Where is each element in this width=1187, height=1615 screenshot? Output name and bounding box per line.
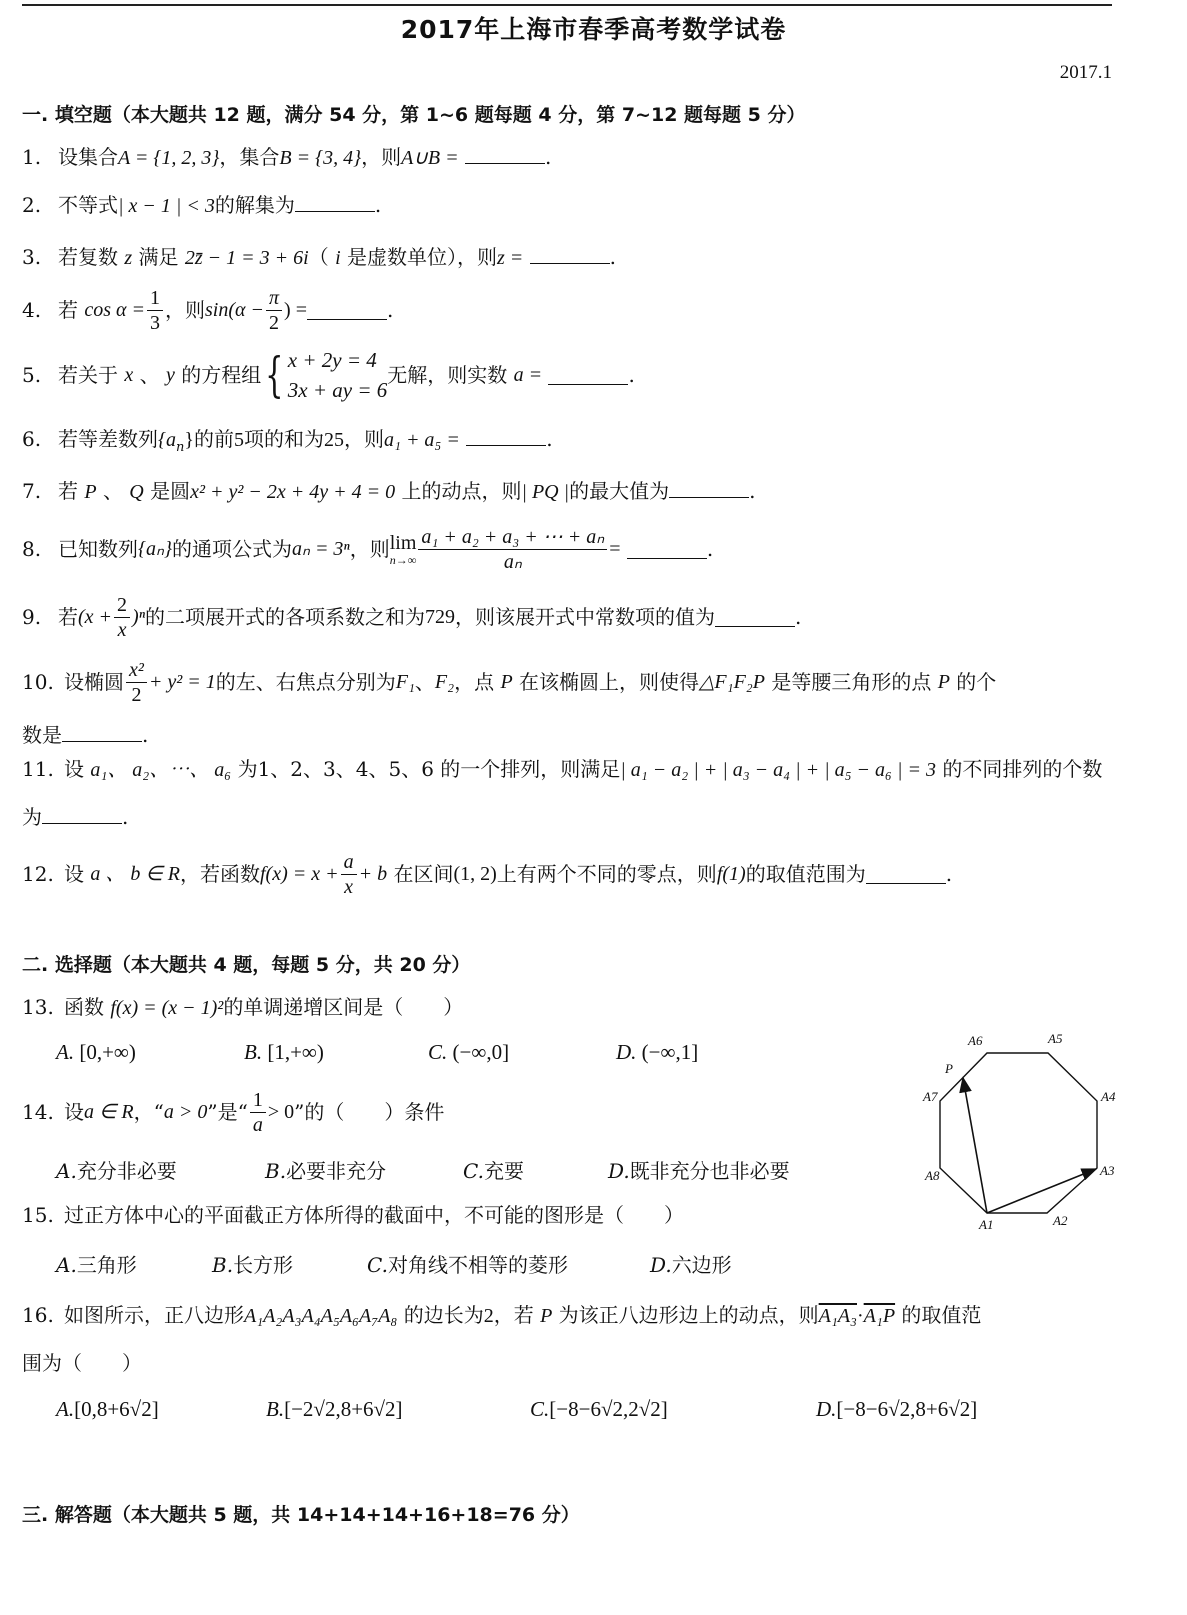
- question-11-continued: [22, 804, 128, 830]
- math: a 、 b ∈ R: [90, 863, 180, 885]
- math: | x − 1 | < 3: [118, 195, 215, 217]
- text: 不等式: [58, 193, 118, 217]
- option-letter: A.: [56, 1040, 75, 1064]
- question-13: [22, 994, 463, 1021]
- math: =: [609, 538, 621, 560]
- text: .: [749, 479, 756, 503]
- text: .: [374, 193, 382, 217]
- option-text: [1,+∞): [267, 1040, 324, 1064]
- text: 的前: [193, 427, 234, 451]
- text: 、: [102, 479, 123, 503]
- math: 2: [483, 1305, 494, 1327]
- question-9: [22, 588, 801, 646]
- text: ，则: [165, 298, 206, 322]
- label-p: P: [945, 1061, 953, 1076]
- denominator: 3: [150, 311, 161, 334]
- math: > 0: [267, 1101, 295, 1123]
- math: + b: [358, 863, 388, 885]
- math: A = {1, 2, 3}: [118, 147, 220, 169]
- question-number: 11.: [22, 757, 54, 781]
- math: 25: [323, 429, 344, 451]
- text: .: [795, 605, 802, 629]
- option-text: 六边形: [671, 1253, 732, 1277]
- section-1-heading: 一. 填空题（本大题共 12 题，满分 54 分，第 1~6 题每题 4 分，第 7~12 题每题 5 分）: [22, 104, 806, 126]
- answer-blank[interactable]: [295, 193, 375, 212]
- text: 是圆: [150, 479, 191, 503]
- text: 是等腰三角形的点: [771, 670, 932, 694]
- answer-blank[interactable]: [42, 805, 122, 824]
- question-7: [22, 478, 755, 505]
- option-text: (−∞,0]: [452, 1040, 510, 1064]
- text: 函数: [64, 995, 104, 1019]
- option-15-b[interactable]: [212, 1249, 293, 1278]
- denominator: aₙ: [503, 550, 522, 573]
- numerator: 2: [114, 593, 130, 618]
- label-a4: A4: [1101, 1089, 1116, 1104]
- text: 上的动点，则: [401, 479, 522, 503]
- option-14-b[interactable]: [265, 1155, 386, 1184]
- question-number: 13.: [22, 995, 54, 1019]
- text: 的最大值为: [569, 479, 670, 503]
- exam-date: 2017.1: [1059, 62, 1112, 83]
- option-text: [−2√2,8+6√2]: [284, 1397, 403, 1421]
- text: ，点: [454, 670, 495, 694]
- fraction: [147, 286, 163, 335]
- option-letter: C.: [428, 1040, 448, 1064]
- math: △F₁F₂P: [699, 671, 765, 693]
- question-number: 4.: [22, 298, 42, 322]
- math: f(x) = (x − 1)²: [110, 997, 224, 1019]
- text: 项的和为: [243, 427, 324, 451]
- math: P: [84, 481, 97, 503]
- question-number: 8.: [22, 537, 42, 561]
- option-16-d[interactable]: [816, 1397, 977, 1422]
- question-11: [22, 756, 1102, 783]
- math: a ∈ R: [84, 1101, 134, 1123]
- answer-blank[interactable]: [627, 540, 707, 559]
- option-letter: A.: [56, 1397, 75, 1421]
- answer-blank[interactable]: [530, 245, 610, 264]
- numerator: 1: [147, 286, 163, 311]
- text: 设椭圆: [64, 670, 124, 694]
- label-a1: A1: [979, 1217, 994, 1232]
- text: 为该正八边形边上的动点，则: [558, 1303, 819, 1327]
- math: 2z̄ − 1 = 3 + 6i: [184, 247, 309, 269]
- option-14-c[interactable]: [463, 1155, 524, 1184]
- math: a > 0: [163, 1101, 208, 1123]
- text: ，则: [361, 145, 402, 169]
- answer-blank[interactable]: [548, 366, 628, 385]
- option-13-d[interactable]: [616, 1040, 698, 1065]
- text: 的不同排列的个数: [942, 757, 1103, 781]
- math: f(x) = x +: [260, 863, 339, 885]
- option-13-b[interactable]: [244, 1040, 324, 1065]
- denominator: x: [117, 618, 127, 641]
- section-3-heading: 三. 解答题（本大题共 5 题，共 14+14+14+16+18=76 分）: [22, 1504, 580, 1526]
- label-a5: A5: [1048, 1031, 1063, 1046]
- math: f(1): [716, 863, 746, 885]
- math: F₂: [434, 671, 455, 693]
- limit-word: lim: [389, 532, 417, 554]
- text: 数是: [22, 723, 62, 747]
- question-number: 12.: [22, 862, 54, 886]
- answer-blank[interactable]: [669, 479, 749, 498]
- option-letter: B.: [266, 1397, 285, 1421]
- octagon-figure: [915, 1025, 1125, 1240]
- label-a3: A3: [1100, 1163, 1115, 1178]
- option-16-a[interactable]: [56, 1397, 159, 1422]
- question-number: 15.: [22, 1203, 54, 1227]
- text: 在区间: [393, 862, 454, 886]
- math: {a: [158, 429, 176, 451]
- question-8: [22, 518, 713, 580]
- option-letter: B.: [244, 1040, 263, 1064]
- text: 的方程组: [181, 363, 262, 387]
- text: 的通项公式为: [171, 537, 292, 561]
- math: aₙ = 3ⁿ: [291, 538, 350, 560]
- question-number: 7.: [22, 479, 42, 503]
- text: .: [122, 805, 129, 829]
- top-rule: [22, 4, 1112, 6]
- option-13-c[interactable]: [428, 1040, 509, 1065]
- option-16-c[interactable]: [530, 1397, 668, 1422]
- text: 满足: [138, 245, 179, 269]
- math: i: [335, 247, 341, 269]
- question-16: [22, 1302, 981, 1329]
- option-text: 既非充分也非必要: [629, 1159, 790, 1183]
- text: 若: [58, 605, 78, 629]
- math: P: [500, 671, 513, 693]
- math: a₁、 a₂、⋯、 a₆: [90, 759, 232, 781]
- text: 的取值范: [901, 1303, 982, 1327]
- text: ”的（ ）条件: [294, 1100, 445, 1124]
- text: .: [706, 537, 714, 561]
- answer-blank[interactable]: [307, 301, 387, 320]
- option-16-b[interactable]: [266, 1397, 403, 1422]
- question-10: [22, 652, 996, 712]
- math: ) =: [284, 299, 307, 321]
- option-text: [−8−6√2,8+6√2]: [836, 1397, 978, 1421]
- option-letter: B.: [212, 1253, 234, 1277]
- math: x² + y² − 2x + 4y + 4 = 0: [190, 481, 396, 503]
- question-number: 2.: [22, 193, 42, 217]
- math: y: [165, 364, 175, 386]
- question-14: [22, 1082, 444, 1142]
- option-text: 充要: [483, 1159, 524, 1183]
- text: 在该椭圆上，则使得: [519, 670, 700, 694]
- text: 的取值范围为: [745, 862, 866, 886]
- option-letter: D.: [616, 1040, 637, 1064]
- math: a =: [513, 364, 543, 386]
- text: .: [387, 298, 394, 322]
- text: 为1、2、3、4、5、6 的一个排列，则满足: [237, 757, 621, 781]
- math: A∪B =: [401, 147, 459, 169]
- option-text: [0,8+6√2]: [74, 1397, 159, 1421]
- text: （: [308, 245, 329, 269]
- vector-a1-a3: [987, 1169, 1096, 1213]
- math: cos α =: [84, 299, 146, 321]
- math: sin(α −: [205, 299, 265, 321]
- option-letter: B.: [265, 1159, 287, 1183]
- text: 设: [64, 862, 84, 886]
- text: ”是“: [207, 1100, 248, 1124]
- text: .: [142, 723, 149, 747]
- denominator: x: [344, 875, 354, 898]
- text: 已知数列: [58, 537, 138, 561]
- answer-blank[interactable]: [866, 865, 946, 884]
- label-a2: A2: [1053, 1213, 1068, 1228]
- answer-blank[interactable]: [465, 145, 545, 164]
- fraction: [418, 525, 607, 574]
- text: .: [545, 145, 552, 169]
- question-2: [22, 192, 381, 219]
- option-14-a[interactable]: [56, 1155, 177, 1184]
- math: z: [124, 247, 133, 269]
- question-1: [22, 144, 551, 171]
- question-number: 3.: [22, 245, 42, 269]
- math: (1, 2): [453, 863, 497, 885]
- question-5: [22, 342, 635, 408]
- brace-icon: {: [265, 347, 284, 403]
- math: a₁ + a₅ =: [383, 429, 460, 451]
- math: + y² = 1: [148, 671, 216, 693]
- fraction: [341, 850, 357, 899]
- option-letter: D.: [650, 1253, 672, 1277]
- question-number: 10.: [22, 670, 54, 694]
- question-6: [22, 426, 553, 461]
- numerator: x²: [126, 658, 147, 683]
- text: 的左、右焦点分别为: [215, 670, 396, 694]
- limit-subscript: n→∞: [389, 553, 417, 567]
- question-4: [22, 282, 393, 338]
- section-2-heading: 二. 选择题（本大题共 4 题，每题 5 分，共 20 分）: [22, 954, 471, 976]
- question-16-continued: [22, 1350, 142, 1376]
- text: ，“: [133, 1100, 164, 1124]
- text: 若: [58, 298, 78, 322]
- math: }: [184, 429, 194, 451]
- text: 的解集为: [214, 193, 295, 217]
- text: 若复数: [58, 245, 118, 269]
- equation-row: x + 2y = 4: [287, 348, 377, 372]
- fraction: [250, 1088, 266, 1137]
- text: ，则: [343, 427, 384, 451]
- text: .: [945, 862, 953, 886]
- math: P: [937, 671, 950, 693]
- math: F₁: [395, 671, 415, 693]
- question-15: [22, 1202, 684, 1228]
- option-15-d[interactable]: [650, 1249, 732, 1278]
- math: 729: [425, 606, 456, 628]
- question-number: 9.: [22, 605, 42, 629]
- numerator: a: [341, 850, 357, 875]
- question-number: 5.: [22, 363, 42, 387]
- math: | a₁ − a₂ | + | a₃ − a₄ | + | a₅ − a₆ | = 3: [620, 759, 936, 781]
- text: 设集合: [58, 145, 118, 169]
- option-text: [−8−6√2,2√2]: [549, 1397, 668, 1421]
- option-text: (−∞,1]: [641, 1040, 699, 1064]
- answer-blank[interactable]: [715, 608, 795, 627]
- octagon-shape: [940, 1053, 1097, 1213]
- option-text: 对角线不相等的菱形: [387, 1253, 568, 1277]
- text: 无解，则实数: [387, 363, 508, 387]
- answer-blank[interactable]: [466, 427, 546, 446]
- text: 的个: [956, 670, 997, 694]
- text: 、: [414, 670, 435, 694]
- fraction: [126, 658, 147, 707]
- page-title: 2017年上海市春季高考数学试卷: [400, 15, 787, 44]
- text: 如图所示，正八边形: [64, 1303, 244, 1327]
- option-15-c[interactable]: [367, 1249, 568, 1278]
- numerator: π: [266, 286, 282, 311]
- text: .: [628, 363, 635, 387]
- fraction: [266, 286, 282, 335]
- math: | PQ |: [521, 481, 570, 503]
- denominator: a: [252, 1113, 263, 1136]
- question-10-continued: [22, 722, 148, 748]
- text: 上有两个不同的零点，则: [496, 862, 717, 886]
- math: P: [540, 1305, 553, 1327]
- option-letter: D.: [816, 1397, 837, 1421]
- vector: A₁P: [863, 1305, 896, 1327]
- math: Q: [129, 481, 144, 503]
- question-number: 1.: [22, 145, 42, 169]
- text: 的二项展开式的各项系数之和为: [145, 605, 426, 629]
- vector: A₁A₃: [818, 1305, 857, 1327]
- text: 若关于: [58, 363, 118, 387]
- option-text: 长方形: [233, 1253, 294, 1277]
- math: B = {3, 4}: [279, 147, 362, 169]
- numerator: a₁ + a₂ + a₃ + ⋯ + aₙ: [418, 525, 607, 550]
- option-letter: D.: [608, 1159, 630, 1183]
- text: 若: [58, 479, 78, 503]
- limit: [390, 532, 417, 566]
- math: x: [124, 364, 134, 386]
- equation-system: [288, 345, 387, 405]
- fraction: [114, 593, 130, 642]
- question-12: [22, 844, 952, 904]
- math: (x +: [78, 606, 113, 628]
- equation-row: 3x + ay = 6: [287, 378, 388, 402]
- option-text: 必要非充分: [286, 1159, 387, 1183]
- label-a8: A8: [925, 1168, 940, 1183]
- math: {aₙ}: [138, 538, 172, 560]
- denominator: 2: [269, 311, 280, 334]
- option-letter: A.: [56, 1159, 77, 1183]
- question-number: 16.: [22, 1303, 54, 1327]
- question-3: [22, 244, 616, 271]
- math: ·: [857, 1305, 864, 1327]
- text: 设: [64, 757, 84, 781]
- option-letter: C.: [530, 1397, 550, 1421]
- option-14-d[interactable]: [608, 1155, 790, 1184]
- option-letter: A.: [56, 1253, 77, 1277]
- text: 是虚数单位），则: [346, 245, 497, 269]
- math: A₁A₂A₃A₄A₅A₆A₇A₈: [244, 1305, 398, 1327]
- option-text: 充分非必要: [76, 1159, 177, 1183]
- math: z =: [496, 247, 524, 269]
- text: ，若: [493, 1303, 534, 1327]
- text: .: [609, 245, 616, 269]
- question-number: 6.: [22, 427, 42, 451]
- question-number: 14.: [22, 1100, 54, 1124]
- denominator: 2: [131, 683, 142, 706]
- option-text: [0,+∞): [79, 1040, 136, 1064]
- text: 若等差数列: [58, 427, 158, 451]
- text: .: [546, 427, 553, 451]
- text: ，集合: [219, 145, 280, 169]
- text: 的边长为: [403, 1303, 484, 1327]
- text: 、: [139, 363, 160, 387]
- option-13-a[interactable]: [56, 1040, 136, 1065]
- option-text: 三角形: [76, 1253, 137, 1277]
- label-a6: A6: [968, 1033, 983, 1048]
- text: 过正方体中心的平面截正方体所得的截面中，不可能的图形是（ ）: [64, 1203, 684, 1227]
- text: 为: [22, 805, 42, 829]
- numerator: 1: [250, 1088, 266, 1113]
- text: ，则该展开式中常数项的值为: [455, 605, 716, 629]
- text: ，若函数: [180, 862, 260, 886]
- label-a7: A7: [923, 1089, 938, 1104]
- text: ，则: [349, 537, 390, 561]
- text: 的单调递增区间是（ ）: [223, 995, 464, 1019]
- math: 5: [233, 429, 244, 451]
- option-letter: C.: [463, 1159, 484, 1183]
- answer-blank[interactable]: [62, 723, 142, 742]
- text: 围为（ ）: [22, 1351, 142, 1375]
- text: 设: [64, 1100, 84, 1124]
- subscript: n: [176, 440, 185, 455]
- math: )ⁿ: [132, 606, 146, 628]
- option-15-a[interactable]: [56, 1249, 137, 1278]
- option-letter: C.: [367, 1253, 388, 1277]
